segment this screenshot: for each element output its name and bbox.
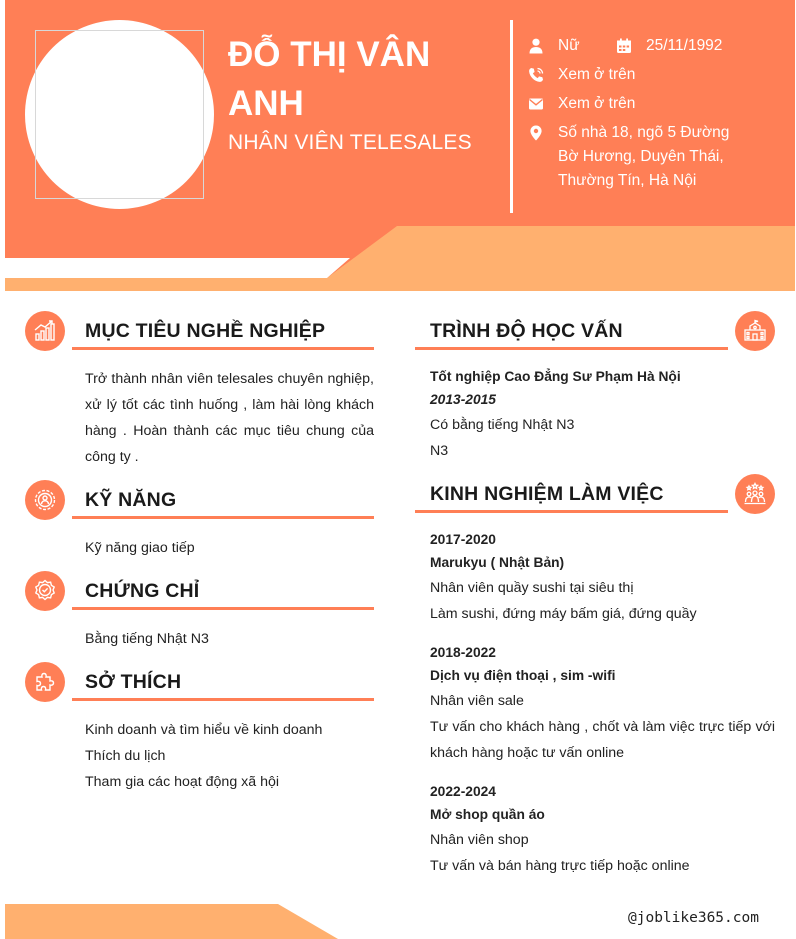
avatar-photo-placeholder[interactable] — [35, 30, 204, 199]
education-detail: Có bằng tiếng Nhật N3 — [430, 417, 575, 433]
job-description: Làm sushi, đứng máy bấm giá, đứng quầy — [430, 606, 697, 622]
address-value: Số nhà 18, ngõ 5 Đường Bờ Hương, Duyên Thái, Thường Tín, Hà Nội — [558, 124, 730, 189]
job-years: 2018-2022 — [430, 645, 496, 660]
dob-value: 25/11/1992 — [646, 37, 723, 54]
job-role: Nhân viên quầy sushi tại siêu thị — [430, 580, 634, 596]
skills-underline — [72, 516, 374, 519]
team-stars-icon — [735, 474, 775, 514]
hobby-item: Thích du lịch — [85, 748, 166, 764]
hobby-item: Kinh doanh và tìm hiểu về kinh doanh — [85, 722, 323, 738]
job-company: Dịch vụ điện thoại , sim -wifi — [430, 668, 616, 683]
growth-chart-icon — [25, 311, 65, 351]
experience-underline — [415, 510, 728, 513]
job-description: Tư vấn cho khách hàng , chốt và làm việc trực tiếp với khách hàng hoặc tư vấn online — [430, 719, 775, 761]
skills-title: KỸ NĂNG — [85, 489, 177, 511]
hobbies-underline — [72, 698, 374, 701]
job-description: Tư vấn và bán hàng trực tiếp hoặc online — [430, 858, 690, 874]
gear-person-icon — [25, 480, 65, 520]
certificates-underline — [72, 607, 374, 610]
job-role: Nhân viên shop — [430, 832, 529, 848]
job-role: Nhân viên sale — [430, 693, 524, 709]
job-years: 2017-2020 — [430, 532, 496, 547]
person-icon — [528, 38, 544, 54]
phone-row — [528, 63, 635, 87]
calendar-icon — [616, 38, 632, 54]
hobbies-title: SỞ THÍCH — [85, 671, 182, 693]
location-pin-icon — [528, 125, 544, 141]
gender-value: Nữ — [558, 37, 580, 54]
email-row — [528, 92, 635, 116]
job-company: Mở shop quần áo — [430, 807, 545, 822]
certificate-item: Bằng tiếng Nhật N3 — [85, 631, 209, 647]
job-years: 2022-2024 — [430, 784, 496, 799]
badge-check-icon — [25, 571, 65, 611]
hobby-item: Tham gia các hoạt động xã hội — [85, 774, 280, 790]
education-years: 2013-2015 — [430, 392, 496, 407]
education-school: Tốt nghiệp Cao Đẳng Sư Phạm Hà Nội — [430, 369, 681, 384]
objective-underline — [72, 347, 374, 350]
job-company: Marukyu ( Nhật Bản) — [430, 555, 565, 570]
envelope-icon — [528, 96, 544, 112]
education-detail: N3 — [430, 443, 449, 459]
footer-watermark[interactable]: @joblike365.com — [628, 910, 759, 926]
skill-item: Kỹ năng giao tiếp — [85, 540, 195, 556]
puzzle-icon — [25, 662, 65, 702]
phone-icon — [528, 67, 544, 83]
certificates-title: CHỨNG CHỈ — [85, 580, 200, 602]
school-building-icon — [735, 311, 775, 351]
address-row — [528, 121, 748, 193]
candidate-job-title: NHÂN VIÊN TELESALES — [228, 131, 472, 154]
phone-value[interactable]: Xem ở trên — [558, 66, 636, 83]
gender-row — [528, 34, 580, 58]
dob-row — [616, 34, 722, 58]
experience-title: KINH NGHIỆM LÀM VIỆC — [430, 483, 664, 505]
header-divider — [510, 20, 513, 213]
objective-text: Trở thành nhân viên telesales chuyên nghiệp, xử lý tốt các tình huống , làm hài lòng khách hàng . Hoàn thành các mục tiêu chung của công ty . — [85, 371, 374, 465]
email-value[interactable]: Xem ở trên — [558, 95, 636, 112]
candidate-name: ĐỖ THỊ VÂN ANH — [228, 35, 431, 123]
objective-title: MỤC TIÊU NGHỀ NGHIỆP — [85, 320, 326, 342]
education-underline — [415, 347, 728, 350]
education-title: TRÌNH ĐỘ HỌC VẤN — [430, 320, 623, 342]
